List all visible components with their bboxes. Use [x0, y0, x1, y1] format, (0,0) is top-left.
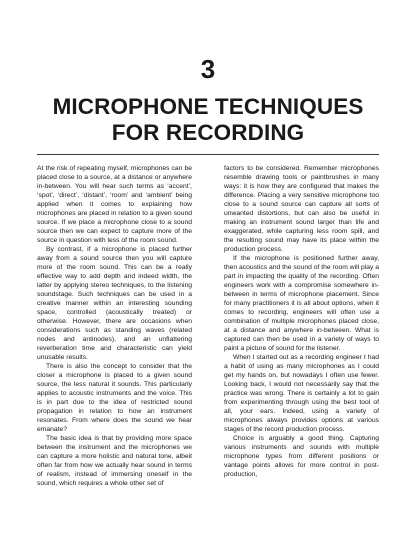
body-paragraph: Choice is arguably a good thing. Capturing various instruments and sounds with multiple microphone types from different positions or vantage points allows for more control in post-production, [224, 435, 379, 478]
body-paragraph: By contrast, if a microphone is placed further away from a sound source then you will capture more of the room sound. This can be a really effective way to add depth and indeed width, the latter by applying stereo techniques, to the listening soundstage. Such techniques can be used in a creative manner within an interesting sounding space, controlled (acoustically treated) or otherwise. However, there are occasions when considerations such as standing waves (related nodes and antinodes), and an unflattering reverberation time and characteristic can yield unusable results. [37, 246, 192, 361]
title-divider [37, 154, 379, 155]
chapter-number: 3 [200, 54, 216, 84]
body-paragraph: factors to be considered. Remember microphones resemble drawing tools or paintbrushes in many ways: it is how they are configured that makes the difference. Placing a very sensitive microphone too close to a sound source can capture all sorts of unwanted distortions, but can also be useful in making an instrument sound larger than life and exaggerated, while capturing less room spill, and the resulting sound may have its place within the production process. [224, 165, 379, 253]
body-paragraph: The basic idea is that by providing more space between the instrument and the microphones we can capture a more holistic and natural tone, albeit often far from how we actually hear sound in terms of realism, instead of immersing oneself in the sound, which requires a whole other set of [37, 435, 192, 487]
body-paragraph: If the microphone is positioned further away, then acoustics and the sound of the room will play a part in impacting the quality of the recording. Often engineers work with a compromise somewhere in-between in terms of microphone placement. Since for many practitioners it is all about options, when it comes to recording, engineers will often use a combination of multiple microphones placed close, at a distance and anywhere in-between. What is captured can then be used in a variety of ways to paint a picture of sound for the listener. [224, 255, 379, 352]
body-paragraph: At the risk of repeating myself, microphones can be placed close to a source, at a distance or anywhere in-between. You will hear such terms as ‘accent’, ‘spot’, ‘direct’, ‘distant’, ‘room’ and ‘ambient’ being applied when it comes to explaining how microphones are placed in relation to a given sound source. If we place a microphone close to a sound source then we can expect to capture more of the source in question with less of the room sound. [37, 165, 192, 244]
right-text-column [224, 164, 379, 536]
left-text-column [37, 164, 192, 536]
chapter-title-line-1: MICROPHONE TECHNIQUES [52, 94, 364, 119]
body-paragraph: When I started out as a recording engineer I had a habit of using as many microphones as I could get my hands on, but nowadays I often use fewer. Looking back, I would not necessarily say that the practice was wrong. There is certainly a lot to gain from experimenting through using the best tool of all, your ears. Indeed, using a variety of microphones always provides options at various stages of the record production process. [224, 354, 379, 433]
chapter-title-line-2: FOR RECORDING [111, 120, 305, 145]
body-paragraph: There is also the concept to consider that the closer a microphone is placed to a given sound source, the less natural it sounds. This particularly applies to acoustic instruments and the voice. This is in part due to the idea of restricted sound propagation in relation to how an instrument resonates. From where does the sound we hear emanate? [37, 363, 192, 433]
chapter-title [0, 94, 416, 146]
